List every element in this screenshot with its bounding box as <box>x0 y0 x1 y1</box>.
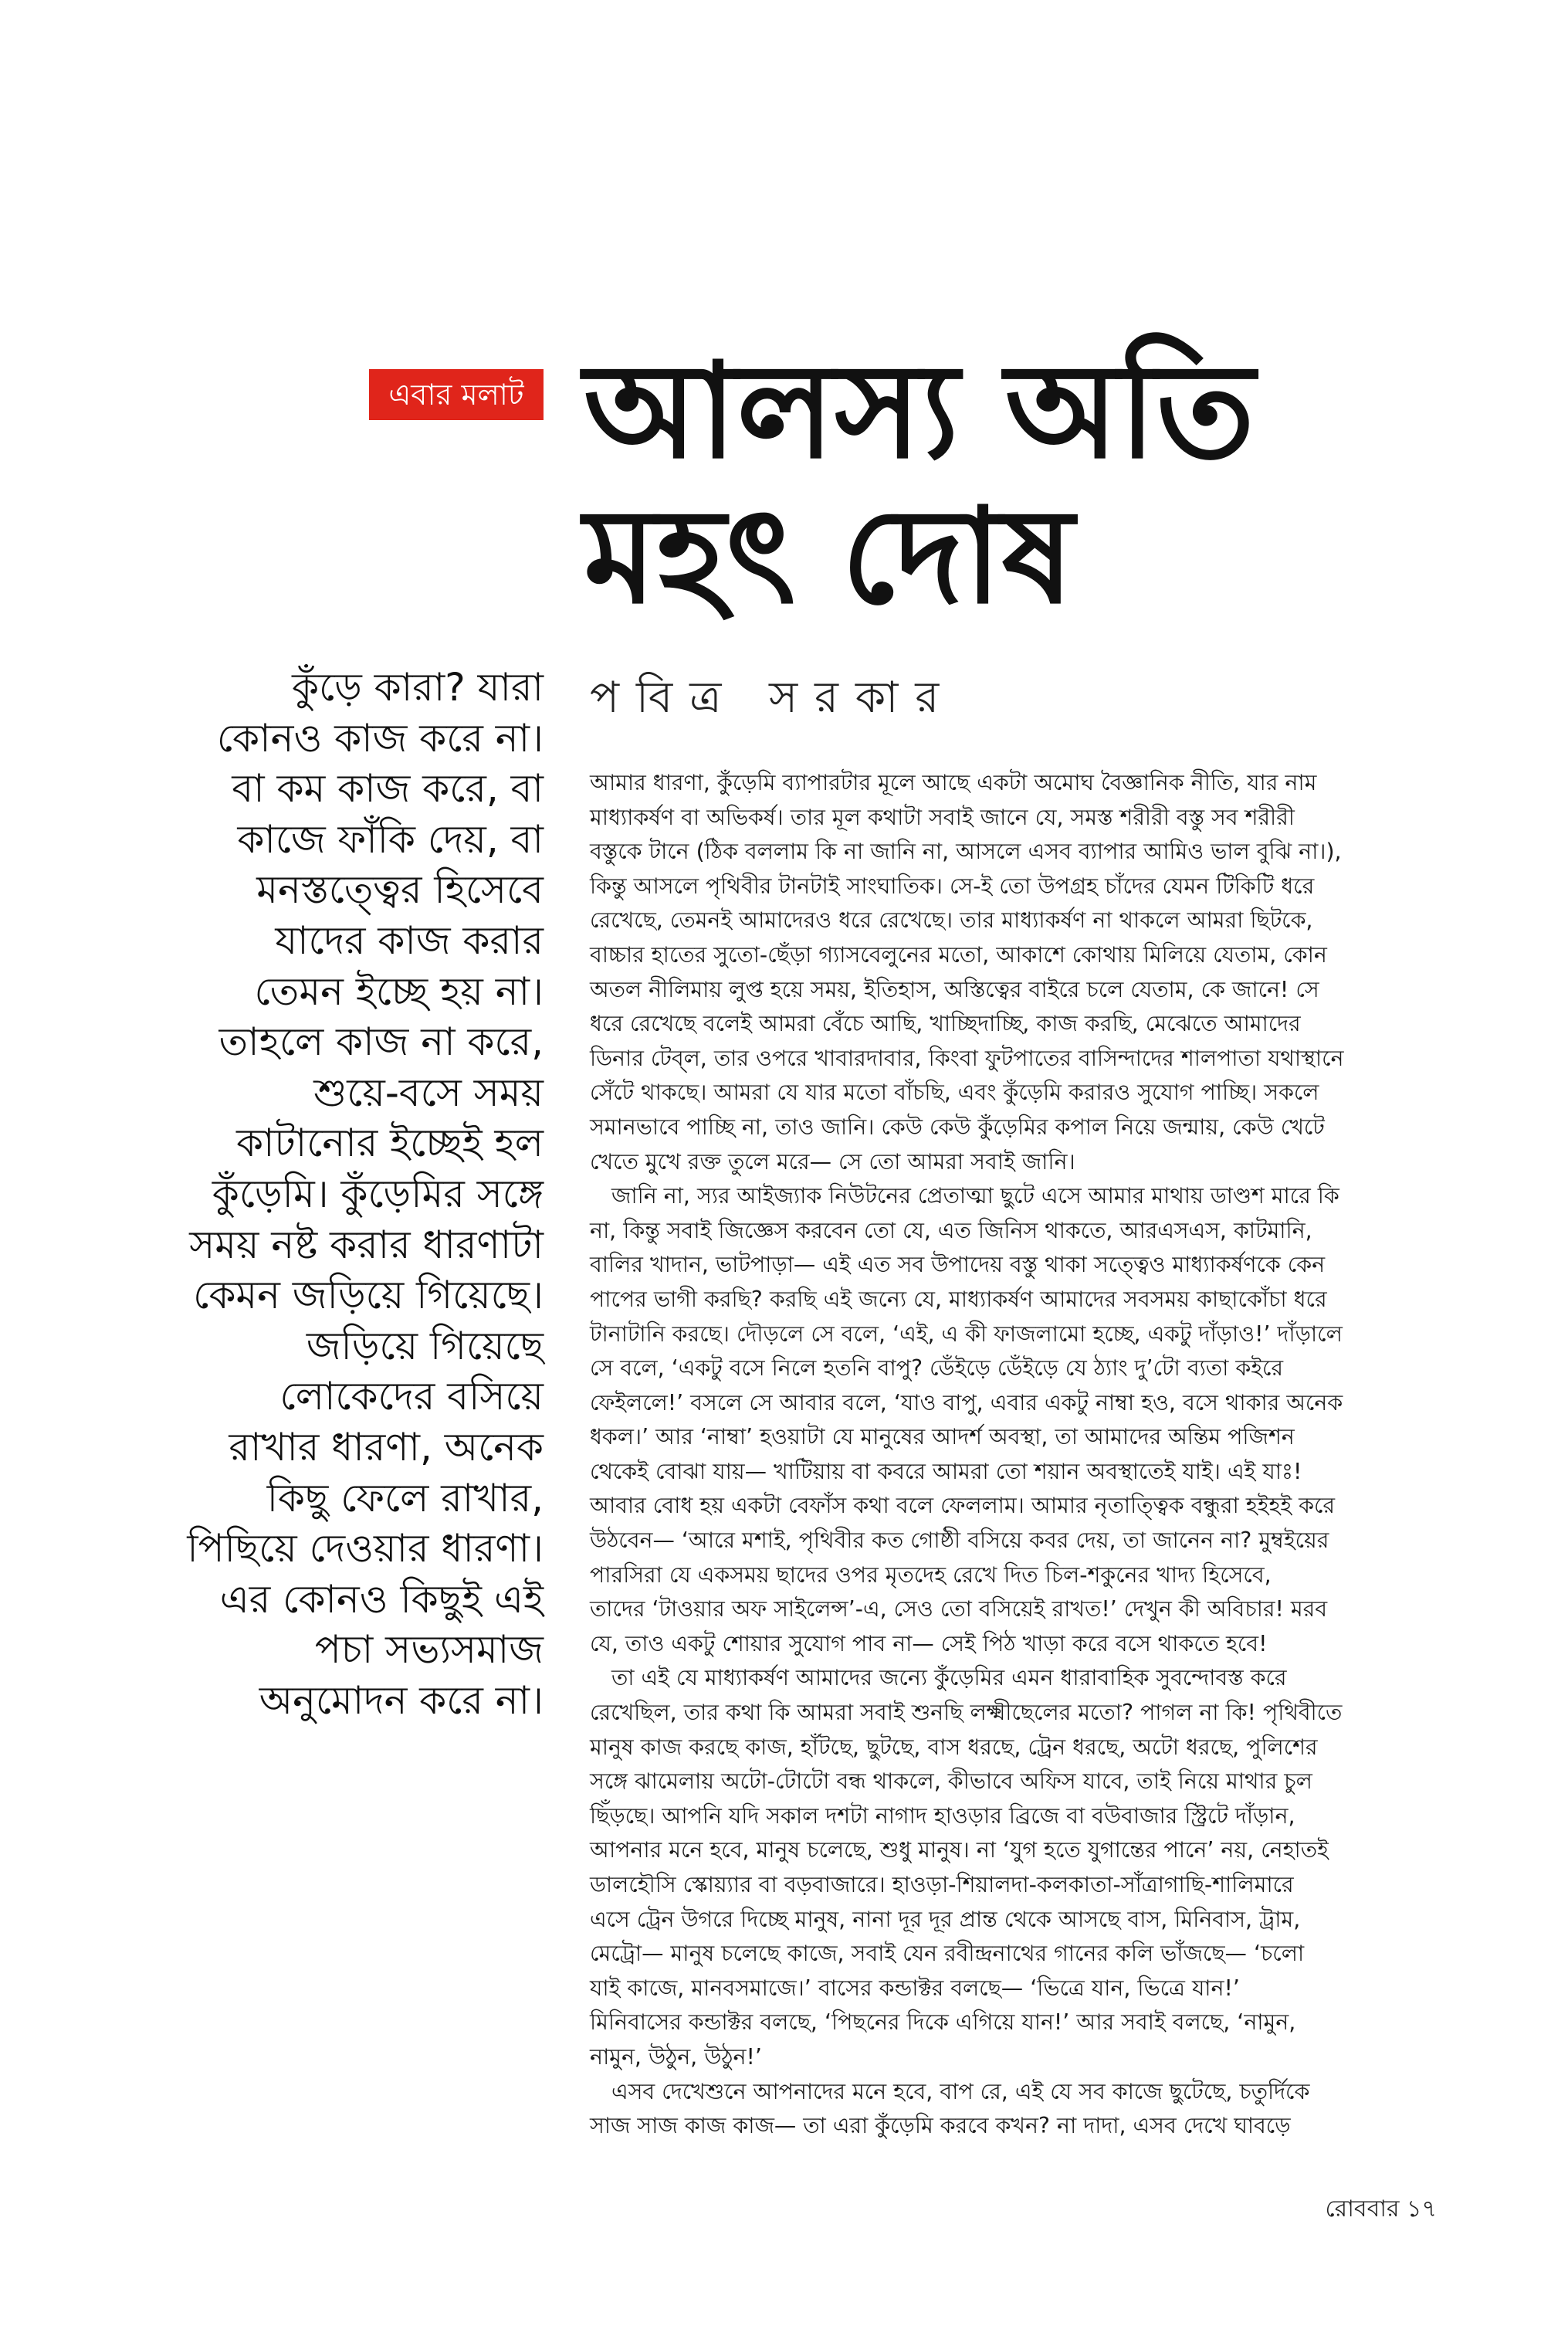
body-line: ছিঁড়ছে। আপনি যদি সকাল দশটা নাগাদ হাওড়ার ব্রিজে বা বউবাজার স্ট্রিটে দাঁড়ান, <box>590 1802 1295 1829</box>
pull-quote-line: রাখার ধারণা, অনেক <box>229 1424 544 1470</box>
body-line: তা এই যে মাধ্যাকর্ষণ আমাদের জন্যে কুঁড়েমির এমন ধারাবাহিক সুবন্দোবস্ত করে <box>611 1665 1287 1691</box>
pull-quote-line: পচা সভ্যসমাজ <box>314 1627 544 1673</box>
body-line: ডালহৌসি স্কোয়্যার বা বড়বাজারে। হাওড়া-শিয়ালদা-কলকাতা-সাঁত্রাগাছি-শালিমারে <box>590 1872 1294 1897</box>
body-line: যে, তাও একটু শোয়ার সুযোগ পাব না— সেই পিঠ খাড়া করে বসে থাকতে হবে! <box>590 1630 1268 1656</box>
pull-quote-line: লোকেদের বসিয়ে <box>279 1374 544 1419</box>
body-line: বালির খাদান, ভাটপাড়া— এই এত সব উপাদেয় বস্তু থাকা সত্ত্বেও মাধ্যাকর্ষণকে কেন <box>590 1252 1326 1278</box>
body-line: ফেইললে!’ বসলে সে আবার বলে, ‘যাও বাপু, এবার একটু নাম্বা হও, বসে থাকার অনেক <box>590 1389 1343 1416</box>
pull-quote-line: বা কম কাজ করে, বা <box>232 766 544 812</box>
body-line: মাধ্যাকর্ষণ বা অভিকর্ষ। তার মূল কথাটা সবাই জানে যে, সমস্ত শরীরী বস্তু সব শরীরী <box>590 804 1295 830</box>
pull-quote-line: পিছিয়ে দেওয়ার ধারণা। <box>187 1526 544 1572</box>
body-line: না, কিন্তু সবাই জিজ্ঞেস করবেন তো যে, এত জিনিস থাকতে, আরএসএস, কাটমানি, <box>590 1217 1312 1243</box>
pull-quote-line: সময় নষ্ট করার ধারণাটা <box>189 1222 544 1267</box>
body-line: সমানভাবে পাচ্ছি না, তাও জানি। কেউ কেউ কুঁড়েমির কপাল নিয়ে জন্মায়, কেউ খেটে <box>590 1114 1325 1140</box>
body-line: বস্তুকে টানে (ঠিক বললাম কি না জানি না, আসলে এসব ব্যাপার আমিও ভাল বুঝি না।), <box>590 839 1342 865</box>
body-line: এসব দেখেশুনে আপনাদের মনে হবে, বাপ রে, এই যে সব কাজে ছুটেছে, চতুর্দিকে <box>611 2078 1310 2104</box>
article-title <box>584 334 1510 633</box>
body-paragraph <box>590 766 1439 1179</box>
title-line-2: মহৎ দোষ <box>584 479 1075 633</box>
pull-quote-line: মনস্তত্ত্বের হিসেবে <box>256 867 544 913</box>
body-line: নামুন, উঠুন, উঠুন!’ <box>590 2043 762 2070</box>
body-line: রেখেছিল, তার কথা কি আমরা সবাই শুনছি লক্ষ্মীছেলের মতো? পাগল না কি! পৃথিবীতে <box>590 1700 1343 1726</box>
body-line: থেকেই বোঝা যায়— খাটিয়ায় বা কবরে আমরা তো শয়ান অবস্থাতেই যাই। এই যাঃ! <box>590 1458 1302 1484</box>
body-line: আবার বোধ হয় একটা বেফাঁস কথা বলে ফেললাম। আমার নৃতাত্ত্বিক বন্ধুরা হইহই করে <box>590 1493 1336 1519</box>
pull-quote <box>116 663 544 1726</box>
section-tag: এবার মলাট <box>369 369 544 420</box>
pull-quote-line: কেমন জড়িয়ে গিয়েছে। <box>193 1273 544 1318</box>
pull-quote-line: কুঁড়ে কারা? যারা <box>292 665 544 710</box>
body-paragraph <box>590 2075 1439 2144</box>
pull-quote-line: অনুমোদন করে না। <box>259 1677 544 1723</box>
pull-quote-line: তাহলে কাজ না করে, <box>218 1019 544 1065</box>
pull-quote-line: এর কোনও কিছুই এই <box>219 1576 544 1622</box>
pull-quote-line: কোনও কাজ করে না। <box>216 715 544 761</box>
pull-quote-line: কাজে ফাঁকি দেয়, বা <box>237 816 544 862</box>
pull-quote-line: তেমন ইচ্ছে হয় না। <box>254 968 544 1014</box>
pull-quote-line: যাদের কাজ করার <box>275 917 544 963</box>
body-line: যাই কাজে, মানবসমাজে।’ বাসের কন্ডাক্টর বলছে— ‘ভিত্রে যান, ভিত্রে যান!’ <box>590 1975 1240 2001</box>
body-line: ধকল।’ আর ‘নাম্বা’ হওয়াটা যে মানুষের আদর্শ অবস্থা, তা আমাদের অন্তিম পজিশন <box>590 1424 1295 1450</box>
body-line: মিনিবাসের কন্ডাক্টর বলছে, ‘পিছনের দিকে এগিয়ে যান!’ আর সবাই বলছে, ‘নামুন, <box>590 2009 1296 2036</box>
body-line: পাপের ভাগী করছি? করছি এই জন্যে যে, মাধ্যাকর্ষণ আমাদের সবসময় কাছাকোঁচা ধরে <box>590 1286 1327 1312</box>
body-line: তাদের ‘টাওয়ার অফ সাইলেন্স’-এ, সেও তো বসিয়েই রাখত!’ দেখুন কী অবিচার! মরব <box>590 1596 1328 1622</box>
body-line: সেঁটে থাকছে। আমরা যে যার মতো বাঁচছি, এবং কুঁড়েমি করারও সুযোগ পাচ্ছি। সকলে <box>590 1080 1319 1106</box>
article-body <box>590 766 1439 2144</box>
body-line: ডিনার টেব্‌ল, তার ওপরে খাবারদাবার, কিংবা ফুটপাতের বাসিন্দাদের শালপাতা যথাস্থানে <box>590 1045 1344 1071</box>
pull-quote-line: জড়িয়ে গিয়েছে <box>306 1323 544 1368</box>
body-line: এসে ট্রেন উগরে দিচ্ছে মানুষ, নানা দূর দূর প্রান্ত থেকে আসছে বাস, মিনিবাস, ট্রাম, <box>590 1906 1301 1932</box>
body-line: রেখেছে, তেমনই আমাদেরও ধরে রেখেছে। তার মাধ্যাকর্ষণ না থাকলে আমরা ছিটকে, <box>590 907 1313 934</box>
body-line: বাচ্চার হাতের সুতো-ছেঁড়া গ্যাসবেলুনের মতো, আকাশে কোথায় মিলিয়ে যেতাম, কোন <box>590 941 1327 968</box>
pull-quote-line: শুয়ে-বসে সময় <box>313 1070 544 1115</box>
body-line: আমার ধারণা, কুঁড়েমি ব্যাপারটার মূলে আছে একটা অমোঘ বৈজ্ঞানিক নীতি, যার নাম <box>590 770 1317 795</box>
body-line: পারসিরা যে একসময় ছাদের ওপর মৃতদেহ রেখে দিত চিল-শকুনের খাদ্য হিসেবে, <box>590 1561 1272 1588</box>
body-line: মানুষ কাজ করছে কাজ, হাঁটছে, ছুটছে, বাস ধরছে, ট্রেন ধরছে, অটো ধরছে, পুলিশের <box>590 1734 1318 1760</box>
body-paragraph <box>590 1179 1439 1661</box>
body-line: খেতে মুখে রক্ত তুলে মরে— সে তো আমরা সবাই জানি। <box>590 1148 1075 1175</box>
pull-quote-line: কিছু ফেলে রাখার, <box>266 1475 544 1521</box>
body-line: কিন্তু আসলে পৃথিবীর টানটাই সাংঘাতিক। সে-ই তো উপগ্রহ চাঁদের যেমন টিকিটি ধরে <box>590 873 1315 899</box>
body-line: মেট্রো— মানুষ চলেছে কাজে, সবাই যেন রবীন্দ্রনাথের গানের কলি ভাঁজছে— ‘চলো <box>590 1941 1305 1967</box>
body-line: অতল নীলিমায় লুপ্ত হয়ে সময়, ইতিহাস, অস্তিত্বের বাইরে চলে যেতাম, কে জানে! সে <box>590 976 1319 1002</box>
body-line: সঙ্গে ঝামেলায় অটো-টোটো বন্ধ থাকলে, কীভাবে অফিস যাবে, তাই নিয়ে মাথার চুল <box>590 1768 1312 1795</box>
body-paragraph <box>590 1661 1439 2074</box>
pull-quote-line: কুঁড়েমি। কুঁড়েমির সঙ্গে <box>212 1171 544 1216</box>
page-folio: রোববার ১৭ <box>1325 2195 1437 2223</box>
body-line: সাজ সাজ কাজ কাজ— তা এরা কুঁড়েমি করবে কখন? না দাদা, এসব দেখে ঘাবড়ে <box>590 2113 1291 2139</box>
author-byline: পবিত্র সরকার <box>590 673 957 723</box>
pull-quote-line: কাটানোর ইচ্ছেই হল <box>236 1121 544 1166</box>
body-line: উঠবেন— ‘আরে মশাই, পৃথিবীর কত গোষ্ঠী বসিয়ে কবর দেয়, তা জানেন না? মুম্বইয়ের <box>590 1527 1329 1554</box>
body-line: ধরে রেখেছে বলেই আমরা বেঁচে আছি, খাচ্ছিদাচ্ছি, কাজ করছি, মেঝেতে আমাদের <box>590 1011 1301 1037</box>
body-line: আপনার মনে হবে, মানুষ চলেছে, শুধু মানুষ। না ‘যুগ হতে যুগান্তের পানে’ নয়, নেহাতই <box>590 1837 1329 1863</box>
body-line: সে বলে, ‘একটু বসে নিলে হতনি বাপু? ডেঁইড়ে ডেঁইড়ে যে ঠ্যাং দু’টো ব্যতা কইরে <box>590 1355 1284 1382</box>
title-line-1: আলস্য অতি <box>584 334 1255 488</box>
body-line: টানাটানি করছে। দৌড়লে সে বলে, ‘এই, এ কী ফাজলামো হচ্ছে, একটু দাঁড়াও!’ দাঁড়ালে <box>590 1321 1343 1347</box>
body-line: জানি না, স্যর আইজ্যাক নিউটনের প্রেতাত্মা ছুটে এসে আমার মাথায় ডাণ্ডশ মারে কি <box>611 1183 1339 1209</box>
